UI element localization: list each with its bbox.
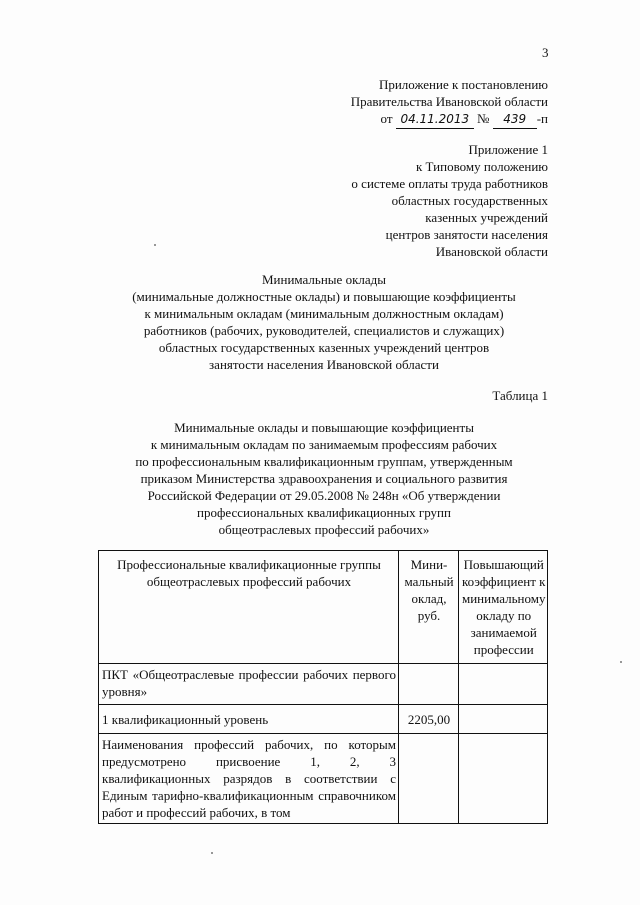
title-line: областных государственных казенных учреждений центров <box>158 340 490 355</box>
table-title-line: приказом Министерства здравоохранения и социального развития <box>140 471 508 486</box>
number-suffix: -п <box>536 111 548 126</box>
number-sign: № <box>477 111 490 126</box>
group-cell: ПКТ «Общеотраслевые профессии рабочих первого уровня» <box>99 664 399 705</box>
header-line: окладу по <box>476 608 532 623</box>
header-line: минимальному <box>462 591 546 606</box>
salary-cell: 2205,00 <box>399 705 459 734</box>
header-line: общеотраслевых профессий рабочих <box>146 574 352 589</box>
table-header-row <box>99 551 548 664</box>
title-line: к минимальным окладам (минимальным должностным окладам) <box>144 306 504 321</box>
appendix1-line: казенных учреждений <box>425 210 548 225</box>
table-title-line: к минимальным окладам по занимаемым профессиям рабочих <box>150 437 498 452</box>
table-row <box>99 705 548 734</box>
table-row <box>99 734 548 824</box>
scan-speck <box>620 661 622 663</box>
header-coefficient <box>459 551 548 664</box>
salary-table <box>98 550 548 824</box>
table-row <box>99 664 548 705</box>
page-number: 3 <box>542 45 549 60</box>
handwritten-date: 04.11.2013 <box>396 111 474 129</box>
appendix1-line: областных государственных <box>391 193 548 208</box>
coefficient-cell <box>459 705 548 734</box>
appendix1-heading <box>351 141 548 260</box>
table-title-line: Российской Федерации от 29.05.2008 № 248н «Об утверждении <box>147 488 501 503</box>
header-line: профессии <box>473 642 534 657</box>
decree-date-number-line <box>381 110 548 129</box>
header-line: занимаемой <box>470 625 537 640</box>
decree-appendix-heading <box>351 76 548 129</box>
appendix1-line: о системе оплаты труда работников <box>351 176 548 191</box>
date-prefix: от <box>380 111 393 126</box>
group-cell: 1 квалификационный уровень <box>99 705 399 734</box>
table-title-line: Минимальные оклады и повышающие коэффициенты <box>174 420 474 435</box>
appendix1-line: к Типовому положению <box>415 159 548 174</box>
appendix-line: Правительства Ивановской области <box>350 94 548 109</box>
title-line: Минимальные оклады <box>261 272 386 287</box>
header-qualification-group <box>99 551 399 664</box>
table-title-line: по профессиональным квалификационным группам, утвержденным <box>135 454 513 469</box>
title-line: работников (рабочих, руководителей, специалистов и служащих) <box>143 323 505 338</box>
coefficient-cell <box>459 664 548 705</box>
document-title <box>100 271 548 373</box>
header-line: Профессиональные квалификационные группы <box>117 557 381 572</box>
table-title-line: профессиональных квалификационных групп <box>197 505 451 520</box>
header-line: коэффициент к <box>462 574 546 589</box>
header-line: Повышающий <box>463 557 544 572</box>
appendix1-line: центров занятости населения <box>385 227 548 242</box>
salary-cell <box>399 664 459 705</box>
title-line: (минимальные должностные оклады) и повышающие коэффициенты <box>132 289 516 304</box>
group-cell: Наименования профессий рабочих, по которым предусмотрено присвоение 1, 2, 3 квалификационных разрядов в соответствии с Единым тарифно-квалификационным справочником работ и профессий рабочих, в том <box>99 734 399 824</box>
scan-speck <box>154 244 156 246</box>
header-line: руб. <box>417 608 441 623</box>
appendix-line: Приложение к постановлению <box>378 77 548 92</box>
header-line: мальный <box>404 574 454 589</box>
table-title-line: общеотраслевых профессий рабочих» <box>218 522 430 537</box>
table-label: Таблица 1 <box>492 388 548 403</box>
salary-cell <box>399 734 459 824</box>
table-title <box>100 419 548 538</box>
scan-speck <box>211 852 213 854</box>
appendix1-line: Ивановской области <box>435 244 548 259</box>
header-line: Мини- <box>410 557 448 572</box>
appendix1-line: Приложение 1 <box>468 142 548 157</box>
handwritten-number: 439 <box>493 111 537 129</box>
header-line: оклад, <box>411 591 447 606</box>
coefficient-cell <box>459 734 548 824</box>
header-min-salary <box>399 551 459 664</box>
title-line: занятости населения Ивановской области <box>209 357 439 372</box>
